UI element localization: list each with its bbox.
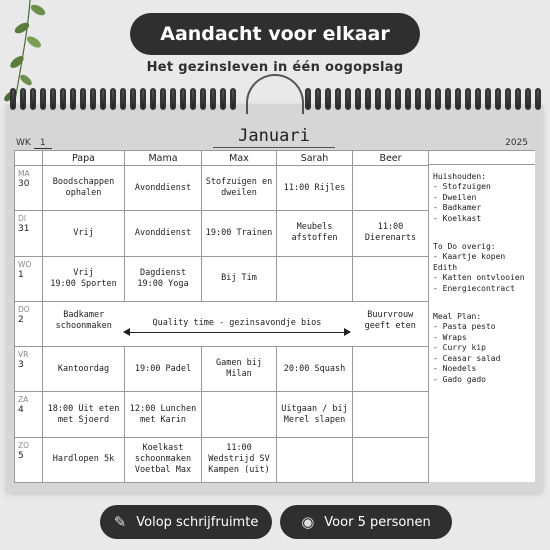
planner-grid [14, 150, 429, 483]
eye-icon: ◉ [301, 513, 315, 531]
notes-heading: Meal Plan: [433, 312, 482, 322]
list-item: - Gado gado [433, 374, 486, 384]
column-head-days [15, 151, 43, 166]
list-item: - Badkamer [433, 203, 482, 213]
month-title: Januari [238, 126, 310, 146]
entry-cell[interactable]: Buurvrouw geeft eten [353, 301, 429, 346]
day-cell: WO 1 [15, 256, 43, 301]
day-cell: DI 31 [15, 211, 43, 256]
list-item: - Energiecontract [433, 283, 515, 293]
month-underline [213, 147, 335, 148]
subtitle: Het gezinsleven in één oogopslag [146, 60, 404, 75]
table-row [15, 211, 429, 256]
year-label: 2025 [505, 138, 528, 148]
day-cell: VR 3 [15, 347, 43, 392]
list-item: - Noedels [433, 364, 477, 374]
list-item: - Koelkast [433, 213, 482, 223]
notes-column[interactable] [433, 172, 533, 385]
list-item: - Stofzuigen [433, 182, 491, 192]
entry-cell[interactable]: 12:00 Lunchen met Karin [125, 392, 202, 437]
entry-cell[interactable]: Meubels afstoffen [277, 211, 353, 256]
entry-cell[interactable]: Uitgaan / bij Merel slapen [277, 392, 353, 437]
hanger-hook [246, 74, 304, 114]
quality-time-label: Quality time - gezinsavondje bios [152, 318, 322, 328]
list-item: - Kaartje kopen Edith [433, 252, 506, 272]
entry-cell[interactable]: Stofzuigen en dweilen [202, 166, 277, 211]
entry-cell[interactable]: 19:00 Trainen [202, 211, 277, 256]
entry-cell[interactable]: Hardlopen 5k [43, 437, 125, 482]
entry-cell[interactable]: Vrij 19:00 Sporten [43, 256, 125, 301]
column-head-mama: Mama [125, 151, 202, 166]
entry-cell[interactable]: Koelkast schoonmaken Voetbal Max [125, 437, 202, 482]
feature-badge-writing-space [100, 505, 272, 539]
list-item: - Dweilen [433, 192, 477, 202]
notes-heading: Huishouden: [433, 172, 486, 181]
entry-cell[interactable] [353, 256, 429, 301]
entry-cell[interactable] [202, 392, 277, 437]
entry-cell[interactable]: Avonddienst [125, 211, 202, 256]
entry-cell[interactable]: Dagdienst 19:00 Yoga [125, 256, 202, 301]
spiral-binding-left [10, 88, 236, 110]
day-cell: MA 30 [15, 166, 43, 211]
day-cell: DO 2 [15, 301, 43, 346]
list-item: - Katten ontvlooien [433, 273, 525, 283]
entry-cell[interactable] [277, 437, 353, 482]
notes-section-todo [433, 242, 533, 294]
week-label: WK [16, 138, 31, 148]
spiral-binding-right [305, 88, 541, 110]
entry-cell[interactable] [353, 347, 429, 392]
table-row [15, 256, 429, 301]
entry-cell[interactable]: Bij Tim [202, 256, 277, 301]
entry-cell[interactable]: 11:00 Wedstrijd SV Kampen (uit) [202, 437, 277, 482]
entry-cell[interactable]: Kantoordag [43, 347, 125, 392]
notes-header [428, 150, 535, 165]
column-head-papa: Papa [43, 151, 125, 166]
list-item: - Wraps [433, 332, 467, 342]
table-row [15, 392, 429, 437]
pencil-icon: ✎ [113, 513, 127, 531]
notes-section-mealplan [433, 312, 533, 385]
column-head-sarah: Sarah [277, 151, 353, 166]
week-number [16, 138, 52, 148]
entry-cell[interactable]: 20:00 Squash [277, 347, 353, 392]
week-value: 1 [34, 138, 52, 149]
entry-cell[interactable]: Avonddienst [125, 166, 202, 211]
table-row [15, 437, 429, 482]
table-row [15, 347, 429, 392]
entry-cell[interactable] [353, 437, 429, 482]
entry-cell[interactable]: 18:00 Uit eten met Sjoerd [43, 392, 125, 437]
entry-cell[interactable]: Badkamer schoonmaken [43, 301, 125, 346]
notes-heading: To Do overig: [433, 242, 496, 252]
entry-cell[interactable]: Vrij [43, 211, 125, 256]
feature-label: Volop schrijfruimte [136, 514, 259, 530]
entry-cell[interactable] [277, 256, 353, 301]
list-item: - Pasta pesto [433, 322, 496, 332]
column-head-max: Max [202, 151, 277, 166]
day-cell: ZO 5 [15, 437, 43, 482]
entry-cell[interactable] [353, 392, 429, 437]
entry-cell[interactable]: 11:00 Dierenarts [353, 211, 429, 256]
entry-cell[interactable]: 19:00 Padel [125, 347, 202, 392]
feature-label: Voor 5 personen [324, 514, 431, 530]
notes-section-huishouden [433, 172, 533, 224]
entry-cell[interactable]: Boodschappen ophalen [43, 166, 125, 211]
title-banner: Aandacht voor elkaar [130, 13, 420, 55]
list-item: - Curry kip [433, 343, 486, 353]
table-row [15, 166, 429, 211]
day-cell: ZA 4 [15, 392, 43, 437]
entry-cell[interactable]: Gamen bij Milan [202, 347, 277, 392]
entry-cell[interactable]: 11:00 Rijles [277, 166, 353, 211]
column-head-beer: Beer [353, 151, 429, 166]
feature-badge-persons [280, 505, 452, 539]
entry-cell[interactable] [353, 166, 429, 211]
list-item: - Ceasar salad [433, 353, 501, 363]
double-arrow [124, 332, 350, 333]
